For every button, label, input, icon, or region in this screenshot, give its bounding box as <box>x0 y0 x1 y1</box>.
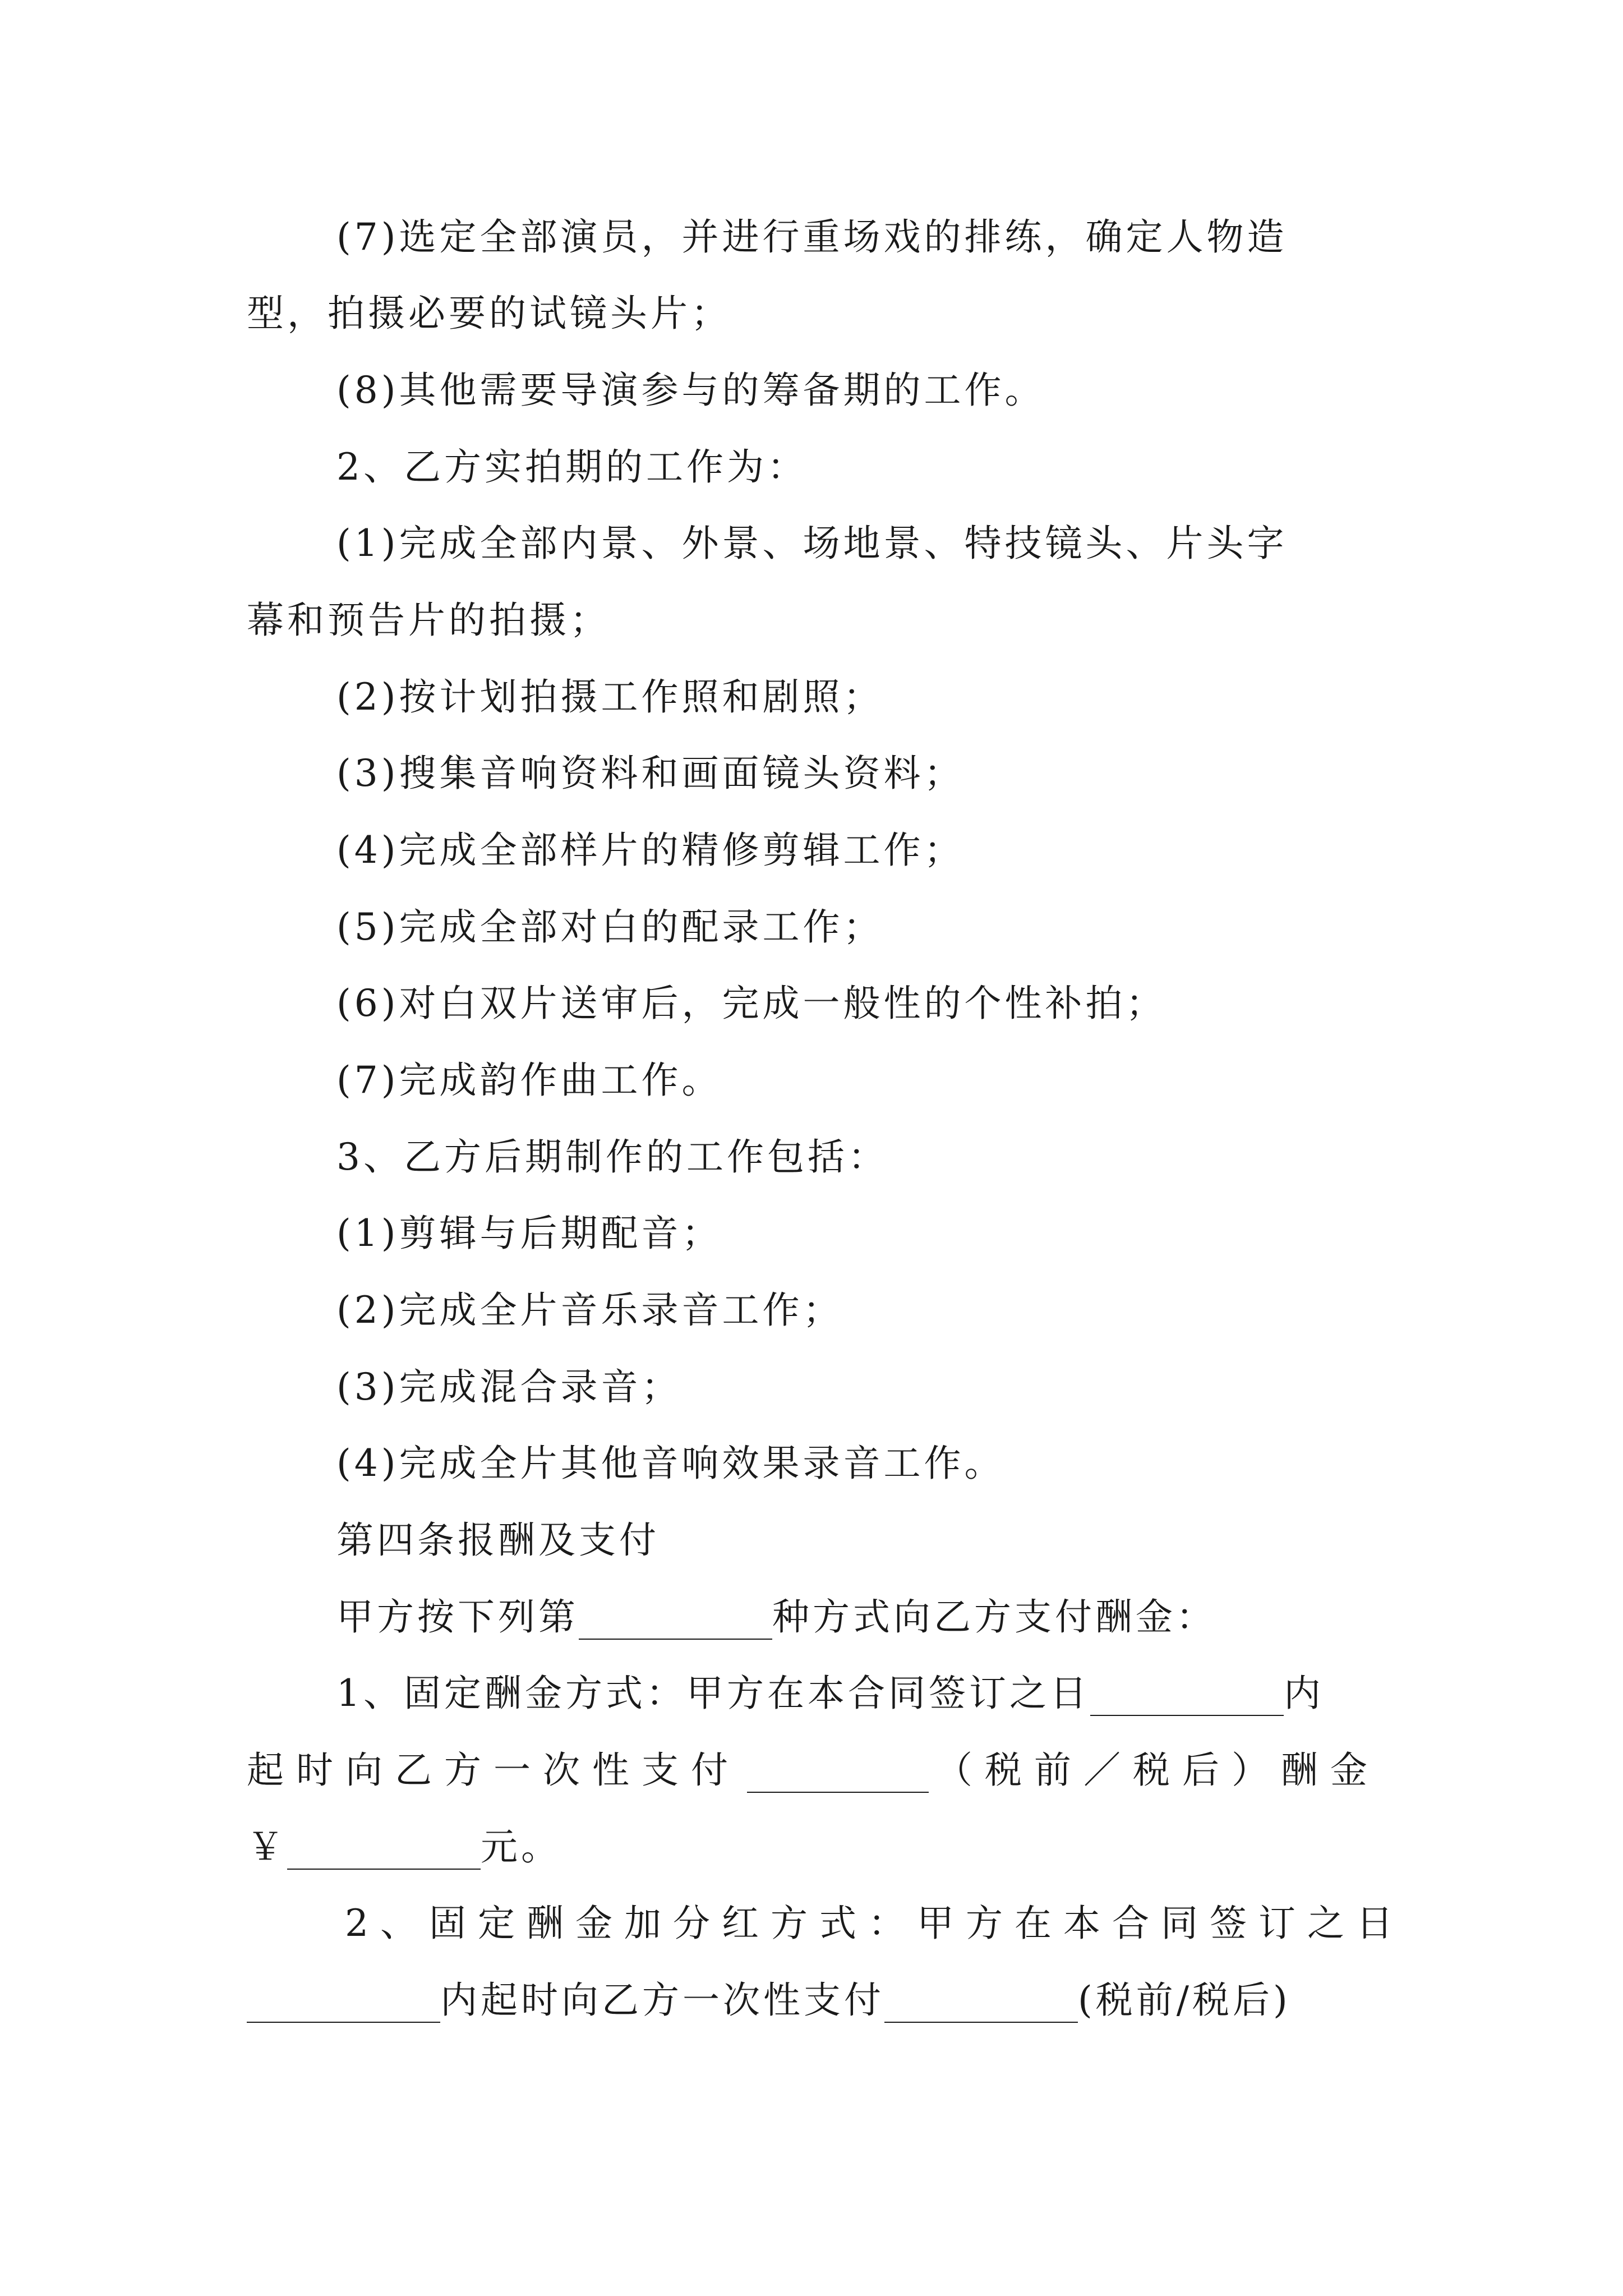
text-line: 幕和预告片的拍摄； <box>247 599 610 642</box>
text-line: 型，拍摄必要的试镜头片； <box>247 292 731 335</box>
text-line: (6)对白双片送审后，完成一般性的个性补拍； <box>336 982 1166 1025</box>
blank-field <box>247 1989 440 2023</box>
text-line <box>336 1595 1216 1640</box>
blank-field <box>747 1759 929 1793</box>
text-line: (7)选定全部演员，并进行重场戏的排练，确定人物造 <box>336 215 1288 259</box>
text-fragment: 1、固定酬金方式：甲方在本合同签订之日 <box>336 1672 1090 1715</box>
text-fragment: 内 <box>1284 1672 1324 1715</box>
text-fragment: （税前／税后）酬金 <box>935 1749 1380 1792</box>
text-line: (2)完成全片音乐录音工作； <box>336 1289 843 1332</box>
text-line: (2)按计划拍摄工作照和剧照； <box>336 675 884 719</box>
text-line: (4)完成全片其他音响效果录音工作。 <box>336 1442 1005 1485</box>
text-line: (1)剪辑与后期配音； <box>336 1212 722 1255</box>
text-line: (3)完成混合录音； <box>336 1365 682 1409</box>
blank-field <box>287 1836 481 1870</box>
text-line: (4)完成全部样片的精修剪辑工作； <box>336 829 965 872</box>
text-line <box>247 1748 1380 1793</box>
text-line <box>336 1671 1380 1716</box>
text-line: 3、乙方后期制作的工作包括： <box>336 1135 888 1179</box>
text-fragment: 甲方按下列第 <box>336 1595 579 1639</box>
text-fragment: ￥ <box>247 1825 287 1869</box>
text-line: (8)其他需要导演参与的筹备期的工作。 <box>336 369 1045 412</box>
blank-field <box>884 1989 1078 2023</box>
blank-field <box>1090 1682 1284 1716</box>
text-fragment: 元。 <box>481 1825 561 1869</box>
text-line: (5)完成全部对白的配录工作； <box>336 905 884 949</box>
section-heading: 第四条报酬及支付 <box>336 1519 660 1562</box>
text-line: 2、固定酬金加分红方式：甲方在本合同签订之日 <box>345 1902 1405 1945</box>
text-fragment: 起时向乙方一次性支付 <box>247 1749 740 1792</box>
text-fragment: 种方式向乙方支付酬金： <box>772 1595 1216 1639</box>
text-line: (7)完成韵作曲工作。 <box>336 1059 722 1102</box>
blank-field <box>579 1606 772 1640</box>
text-line: 2、乙方实拍期的工作为： <box>336 445 808 489</box>
text-line: (3)搜集音响资料和画面镜头资料； <box>336 752 965 795</box>
text-line <box>247 1978 1380 2023</box>
text-line <box>247 1825 561 1870</box>
text-fragment: 内起时向乙方一次性支付 <box>440 1978 884 2022</box>
text-fragment: (税前/税后) <box>1078 1978 1291 2022</box>
text-line: (1)完成全部内景、外景、场地景、特技镜头、片头字 <box>336 522 1288 565</box>
